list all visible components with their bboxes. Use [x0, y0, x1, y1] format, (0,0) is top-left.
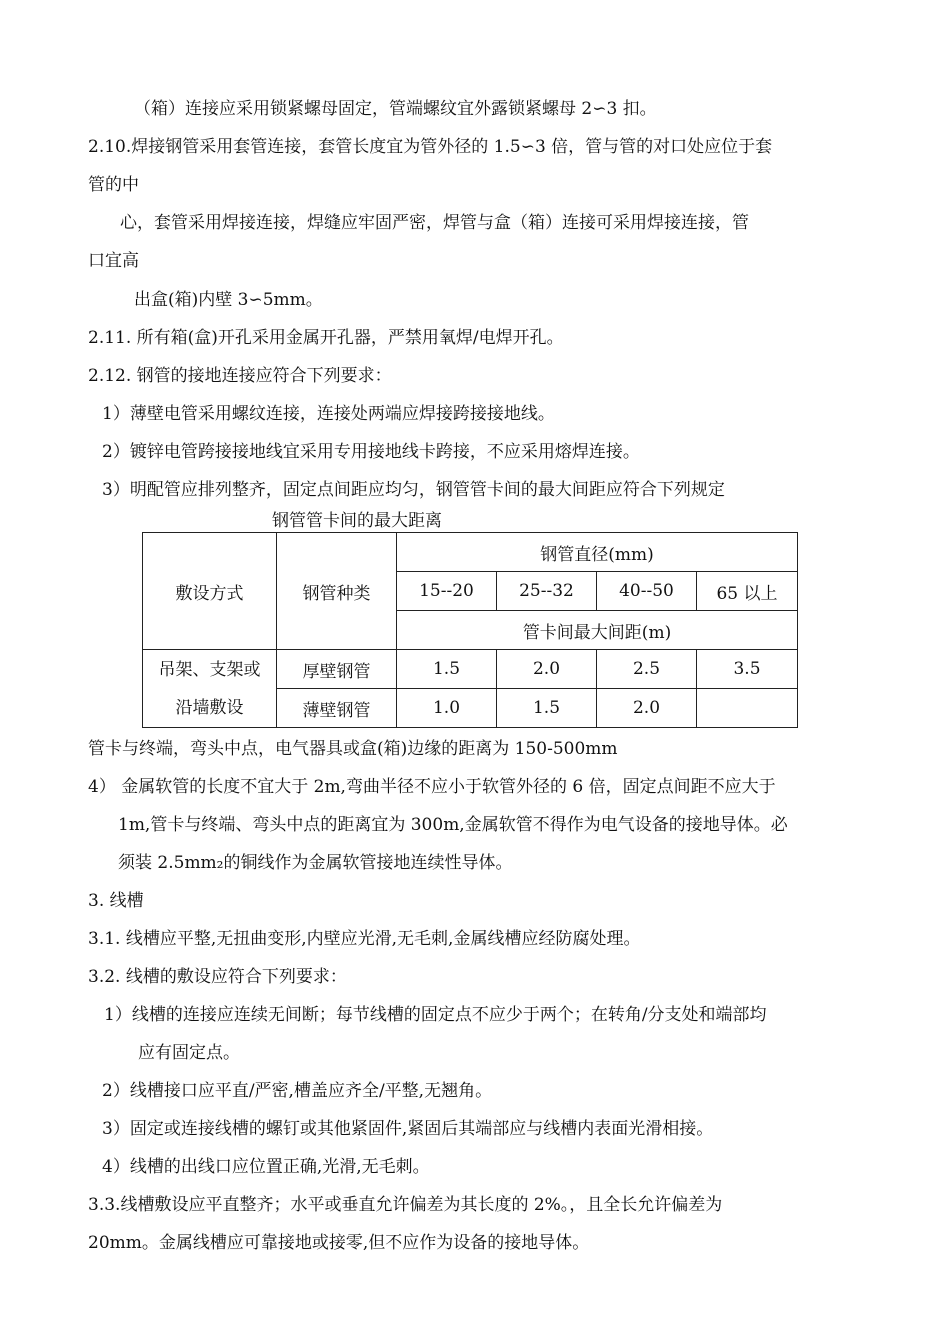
paragraph-line: 20mm。金属线槽应可靠接地或接零,但不应作为设备的接地导体。	[88, 1233, 590, 1253]
value-cell: 2.0	[597, 689, 697, 728]
header-pipe-diameter: 钢管直径(mm)	[397, 533, 798, 572]
value-cell: 2.5	[597, 650, 697, 689]
paragraph-line: 应有固定点。	[138, 1043, 240, 1063]
paragraph-line: 1m,管卡与终端、弯头中点的距离宜为 300m,金属软管不得作为电气设备的接地导体。必	[118, 815, 788, 835]
paragraph-line: 2.10.焊接钢管采用套管连接，套管长度宜为管外径的 1.5∽3 倍，管与管的对口处应位于套	[88, 137, 773, 157]
section-2-11: 2.11. 所有箱(盒)开孔采用金属开孔器，严禁用氧焊/电焊开孔。	[88, 328, 564, 348]
list-item: 2）镀锌电管跨接接地线宜采用专用接地线卡跨接，不应采用熔焊连接。	[102, 442, 640, 462]
laying-method-line1: 吊架、支架或	[158, 659, 261, 680]
header-laying-method: 敷设方式	[143, 533, 277, 650]
value-cell: 1.5	[497, 689, 597, 728]
diameter-cell: 25--32	[497, 572, 597, 611]
pipe-type-cell: 薄壁钢管	[277, 689, 397, 728]
paragraph-line: 出盒(箱)内壁 3∽5mm。	[134, 290, 323, 310]
laying-method-line2: 沿墙敷设	[175, 697, 244, 718]
laying-method-cell	[143, 650, 277, 728]
section-3-3: 3.3.线槽敷设应平直整齐；水平或垂直允许偏差为其长度的 2%。，且全长允许偏差为	[88, 1195, 723, 1215]
table-title: 钢管管卡间的最大距离	[272, 511, 442, 531]
value-cell	[697, 689, 798, 728]
value-cell: 1.5	[397, 650, 497, 689]
diameter-cell: 15--20	[397, 572, 497, 611]
header-max-spacing: 管卡间最大间距(m)	[397, 611, 798, 650]
diameter-cell: 40--50	[597, 572, 697, 611]
paragraph-line: （箱）连接应采用锁紧螺母固定，管端螺纹宜外露锁紧螺母 2∽3 扣。	[134, 99, 657, 119]
paragraph-line: 口宜高	[88, 251, 139, 271]
value-cell: 1.0	[397, 689, 497, 728]
list-item: 4） 金属软管的长度不宜大于 2m,弯曲半径不应小于软管外径的 6 倍，固定点间距不应大于	[88, 777, 776, 797]
header-pipe-type: 钢管种类	[277, 533, 397, 650]
paragraph-line: 心，套管采用焊接连接，焊缝应牢固严密，焊管与盒（箱）连接可采用焊接连接，管	[120, 213, 749, 233]
pipe-type-cell: 厚壁钢管	[277, 650, 397, 689]
section-2-12: 2.12. 钢管的接地连接应符合下列要求：	[88, 366, 392, 386]
value-cell: 3.5	[697, 650, 798, 689]
paragraph-line: 管卡与终端，弯头中点，电气器具或盒(箱)边缘的距离为 150-500mm	[88, 739, 618, 759]
section-3-2: 3.2. 线槽的敷设应符合下列要求：	[88, 967, 347, 987]
list-item: 1）线槽的连接应连续无间断；每节线槽的固定点不应少于两个；在转角/分支处和端部均	[104, 1005, 767, 1025]
section-3-heading: 3. 线槽	[88, 891, 144, 911]
list-item: 4）线槽的出线口应位置正确,光滑,无毛刺。	[102, 1157, 430, 1177]
list-item: 1）薄壁电管采用螺纹连接，连接处两端应焊接跨接接地线。	[102, 404, 555, 424]
section-3-1: 3.1. 线槽应平整,无扭曲变形,内壁应光滑,无毛刺,金属线槽应经防腐处理。	[88, 929, 641, 949]
paragraph-line: 管的中	[88, 175, 139, 195]
paragraph-line: 须装 2.5mm₂的铜线作为金属软管接地连续性导体。	[118, 853, 513, 873]
list-item: 2）线槽接口应平直/严密,槽盖应齐全/平整,无翘角。	[102, 1081, 493, 1101]
pipe-clamp-spacing-table	[142, 532, 798, 728]
diameter-cell: 65 以上	[697, 572, 798, 611]
value-cell: 2.0	[497, 650, 597, 689]
list-item: 3）固定或连接线槽的螺钉或其他紧固件,紧固后其端部应与线槽内表面光滑相接。	[102, 1119, 714, 1139]
list-item: 3）明配管应排列整齐，固定点间距应均匀，钢管管卡间的最大间距应符合下列规定	[102, 480, 725, 500]
